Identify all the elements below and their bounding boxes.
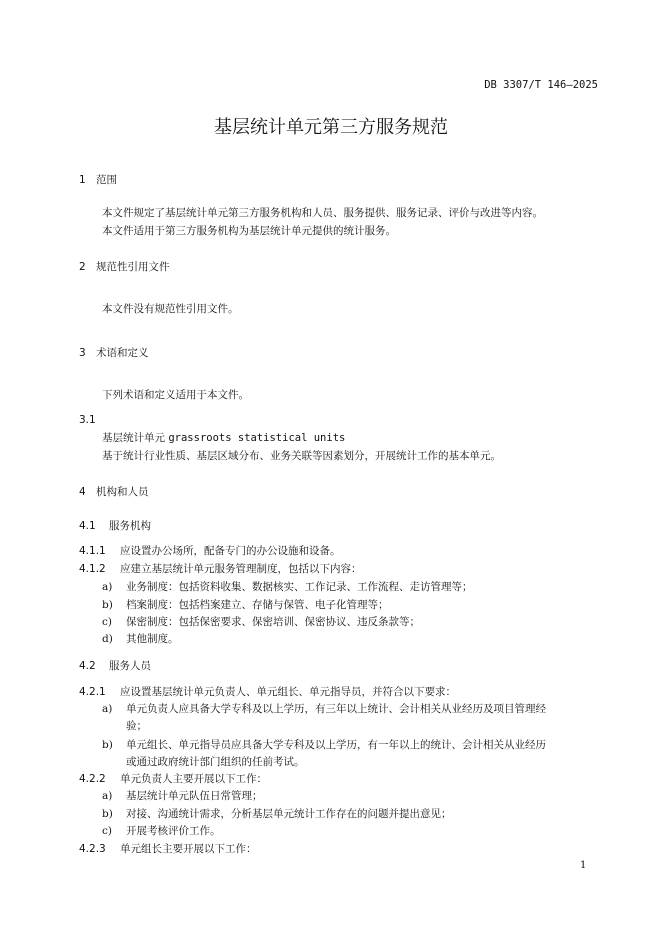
paragraph: 本文件没有规范性引用文件。 [102,303,239,315]
document-title: 基层统计单元第三方服务规范 [214,117,448,138]
paragraph: 本文件规定了基层统计单元第三方服务机构和人员、服务提供、服务记录、评价与改进等内容。 [102,207,543,219]
section-3-heading [79,345,149,360]
section-number: 1 [79,174,86,186]
list-text-continuation: 或通过政府统计部门组织的任前考试。 [126,756,305,768]
list-text: 开展考核评价工作。 [126,825,221,837]
list-text: 单元组长、单元指导员应具备大学专科及以上学历，有一年以上的统计、会计相关从业经历 [126,739,546,751]
list-text: 业务制度：包括资料收集、数据核实、工作记录、工作流程、走访管理等； [126,581,473,593]
list-text: 档案制度：包括档案建立、存储与保管、电子化管理等； [126,599,389,611]
section-title: 术语和定义 [96,347,149,359]
list-text: 其他制度。 [126,633,179,645]
list-marker: a) [102,581,113,593]
clause-number: 4.1.1 [79,545,106,557]
list-item [102,614,420,629]
subsection-title: 服务机构 [109,520,151,532]
section-1-heading [79,172,117,187]
clause-4-1-2 [79,561,362,576]
subsection-4-1-heading [79,518,151,533]
list-text: 对接、沟通统计需求，分析基层单元统计工作存在的问题并提出意见； [126,808,452,820]
list-text: 单元负责人应具备大学专科及以上学历，有三年以上统计、会计相关从业经历及项目管理经 [126,703,546,715]
clause-text: 应设置办公场所，配备专门的办公设施和设备。 [120,545,341,557]
section-title: 机构和人员 [96,486,149,498]
list-marker: b) [102,739,113,751]
clause-number: 4.2.1 [79,686,106,698]
clause-number: 4.2.2 [79,773,106,785]
list-text-continuation: 验； [126,720,147,732]
section-2-heading [79,259,170,274]
clause-text: 单元组长主要开展以下工作： [120,843,257,855]
clause-4-1-1 [79,543,341,558]
term-entry [102,430,345,445]
term-chinese: 基层统计单元 [102,432,165,444]
list-marker: d) [102,633,113,645]
term-definition: 基于统计行业性质、基层区域分布、业务关联等因素划分，开展统计工作的基本单元。 [102,450,501,462]
list-marker: c) [102,825,112,837]
list-item [102,788,263,803]
list-text: 保密制度：包括保密要求、保密培训、保密协议、违反条款等； [126,616,420,628]
section-title: 规范性引用文件 [96,261,170,273]
section-4-heading [79,484,149,499]
clause-number: 4.2.3 [79,843,106,855]
list-item [102,597,389,612]
subsection-4-2-heading [79,658,151,673]
clause-text: 应设置基层统计单元负责人、单元组长、单元指导员，并符合以下要求： [120,686,456,698]
term-english: grassroots statistical units [168,432,346,444]
clause-4-2-2 [79,771,267,786]
section-title: 范围 [96,174,117,186]
list-item [102,579,473,594]
list-item [102,737,546,752]
paragraph: 本文件适用于第三方服务机构为基层统计单元提供的统计服务。 [102,225,396,237]
list-item [102,631,179,646]
subsection-title: 服务人员 [109,660,151,672]
list-marker: b) [102,599,113,611]
section-number: 2 [79,261,86,273]
clause-4-2-3 [79,841,257,856]
list-marker: c) [102,616,112,628]
list-marker: a) [102,790,113,802]
page-number: 1 [580,860,587,871]
document-code: DB 3307/T 146—2025 [484,79,598,91]
clause-text: 应建立基层统计单元服务管理制度，包括以下内容： [120,563,362,575]
list-text: 基层统计单元队伍日常管理； [126,790,263,802]
list-marker: a) [102,703,113,715]
clause-text: 单元负责人主要开展以下工作： [120,773,267,785]
subsection-number: 4.2 [79,660,96,672]
term-number: 3.1 [79,414,96,426]
subsection-number: 4.1 [79,520,96,532]
list-item [102,806,452,821]
paragraph: 下列术语和定义适用于本文件。 [102,389,249,401]
clause-number: 4.1.2 [79,563,106,575]
list-marker: b) [102,808,113,820]
list-item [102,701,546,716]
list-item [102,823,221,838]
section-number: 4 [79,486,86,498]
clause-4-2-1 [79,684,456,699]
section-number: 3 [79,347,86,359]
